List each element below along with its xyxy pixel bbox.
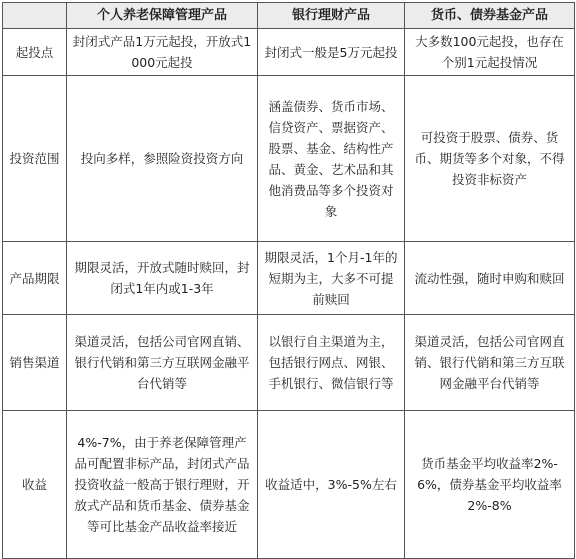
row-label-min-investment: 起投点 [3,29,67,76]
cell-pension-min-investment: 封闭式产品1万元起投，开放式1000元起投 [67,29,258,76]
header-row [3,3,575,29]
cell-fund-product-term: 流动性强，随时申购和赎回 [405,242,575,315]
cell-fund-investment-scope: 可投资于股票、债券、货币、期货等多个对象，不得投资非标资产 [405,76,575,242]
table-row [3,315,575,411]
cell-pension-returns: 4%-7%，由于养老保障管理产品可配置非标产品，封闭式产品投资收益一般高于银行理财，开放式产品和货币基金、债券基金等可比基金产品收益率接近 [67,411,258,559]
cell-bank-investment-scope: 涵盖债券、货币市场、信贷资产、票据资产、股票、基金、结构性产品、黄金、艺术品和其他消费品等多个投资对象 [258,76,405,242]
cell-bank-min-investment: 封闭式一般是5万元起投 [258,29,405,76]
cell-pension-sales-channel: 渠道灵活，包括公司官网直销、银行代销和第三方互联网金融平台代销等 [67,315,258,411]
cell-bank-returns: 收益适中，3%-5%左右 [258,411,405,559]
cell-bank-sales-channel: 以银行自主渠道为主，包括银行网点、网银、手机银行、微信银行等 [258,315,405,411]
header-pension-products: 个人养老保障管理产品 [67,3,258,29]
table-row [3,76,575,242]
row-label-sales-channel: 销售渠道 [3,315,67,411]
header-bank-wealth-products: 银行理财产品 [258,3,405,29]
row-label-product-term: 产品期限 [3,242,67,315]
cell-fund-returns: 货币基金平均收益率2%-6%，债券基金平均收益率2%-8% [405,411,575,559]
table-row [3,242,575,315]
cell-bank-product-term: 期限灵活，1个月-1年的短期为主，大多不可提前赎回 [258,242,405,315]
table-row [3,411,575,559]
header-money-bond-funds: 货币、债券基金产品 [405,3,575,29]
table-row [3,29,575,76]
cell-fund-min-investment: 大多数100元起投，也存在个别1元起投情况 [405,29,575,76]
row-label-returns: 收益 [3,411,67,559]
comparison-table [2,2,575,559]
cell-pension-investment-scope: 投向多样，参照险资投资方向 [67,76,258,242]
header-corner [3,3,67,29]
cell-pension-product-term: 期限灵活，开放式随时赎回，封闭式1年内或1-3年 [67,242,258,315]
cell-fund-sales-channel: 渠道灵活，包括公司官网直销、银行代销和第三方互联网金融平台代销等 [405,315,575,411]
row-label-investment-scope: 投资范围 [3,76,67,242]
